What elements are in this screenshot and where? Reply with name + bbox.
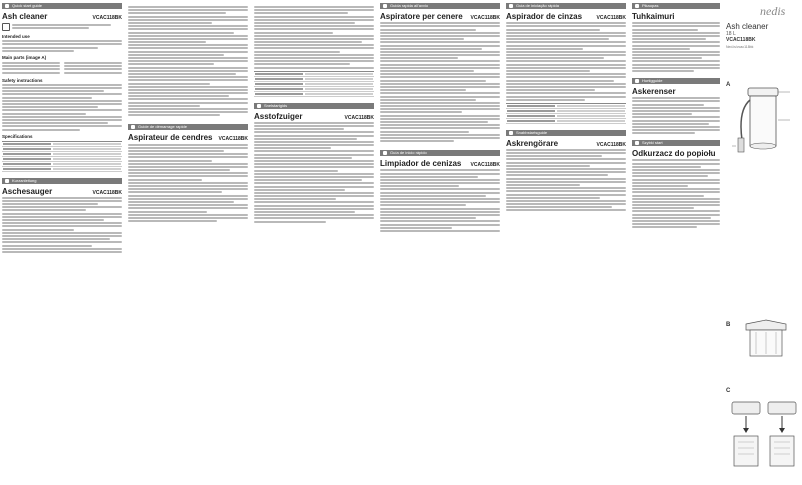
column-2 bbox=[128, 0, 248, 485]
product-capacity: 18 L bbox=[726, 31, 736, 37]
flag-icon bbox=[635, 79, 639, 83]
brand-logo: nedis bbox=[760, 4, 786, 18]
flag-icon bbox=[635, 4, 639, 8]
section-header-es: Guía de inicio rápido bbox=[380, 150, 500, 156]
section-header-fr: Guide de démarrage rapide bbox=[128, 124, 248, 130]
flag-icon bbox=[635, 141, 639, 145]
info-icon bbox=[2, 23, 10, 31]
figure-b-filter bbox=[736, 318, 796, 362]
flag-icon bbox=[509, 131, 513, 135]
product-title-sv: Askrengörare VCAC118BK bbox=[506, 138, 626, 148]
column-5 bbox=[506, 0, 626, 485]
heading-intended-use: Intended use bbox=[2, 34, 30, 39]
product-title-fi: Tuhkaimuri bbox=[632, 12, 675, 21]
product-title-en: Ash cleaner VCAC118BK bbox=[2, 12, 122, 21]
figure-label-c: C bbox=[726, 388, 731, 394]
heading-specifications: Specifications bbox=[2, 133, 33, 139]
product-header bbox=[726, 22, 800, 49]
flag-icon bbox=[131, 125, 135, 129]
figure-a-ash-cleaner bbox=[730, 80, 800, 170]
product-name: Ash cleaner bbox=[726, 22, 769, 31]
section-header-da: Hurtigguide bbox=[632, 78, 720, 84]
figure-label-a: A bbox=[726, 82, 731, 88]
section-header-fi: Pikaopas bbox=[632, 3, 720, 9]
product-title-it: Aspiratore per cenere VCAC118BK bbox=[380, 12, 500, 21]
heading-safety: Safety instructions bbox=[2, 77, 43, 83]
flag-icon bbox=[257, 104, 261, 108]
flag-icon bbox=[383, 4, 387, 8]
section-header-nl: Snelstartgids bbox=[254, 103, 374, 109]
footer-link: Ned.is/vcac118bk bbox=[726, 45, 754, 49]
product-code: VCAC118BK bbox=[726, 37, 756, 43]
product-title-de: Aschesauger VCAC118BK bbox=[2, 186, 122, 196]
flag-icon bbox=[5, 179, 9, 183]
product-title-pt: Aspirador de cinzas VCAC118BK bbox=[506, 12, 626, 21]
figure-label-b: B bbox=[726, 322, 731, 328]
column-3 bbox=[254, 0, 374, 485]
column-4 bbox=[380, 0, 500, 485]
product-title-nl: Asstofzuiger VCAC118BK bbox=[254, 111, 374, 121]
product-title-pl: Odkurzacz do popiołu bbox=[632, 149, 716, 159]
spec-table bbox=[2, 141, 122, 172]
spec-table bbox=[254, 71, 374, 97]
figure-c-cleaning bbox=[728, 396, 800, 476]
section-header-en: Quick start guide bbox=[2, 3, 122, 9]
section-header-pl: Szybki start bbox=[632, 140, 720, 146]
notice bbox=[2, 23, 122, 31]
flag-icon bbox=[509, 4, 513, 8]
section-header-de: Kurzanleitung bbox=[2, 178, 122, 184]
flag-icon bbox=[5, 4, 9, 8]
spec-table bbox=[506, 103, 626, 124]
column-1 bbox=[2, 0, 122, 485]
section-header-it: Guida rapida all'avvio bbox=[380, 3, 500, 9]
column-6 bbox=[632, 0, 720, 485]
product-title-fr: Aspirateur de cendres VCAC118BK bbox=[128, 133, 248, 143]
flag-icon bbox=[383, 151, 387, 155]
section-header-pt: Guia de iniciação rápida bbox=[506, 3, 626, 9]
product-title-es: Limpiador de cenizas VCAC118BK bbox=[380, 159, 500, 169]
section-header-sv: Snabbstartsguide bbox=[506, 130, 626, 136]
product-title-da: Askerenser bbox=[632, 87, 676, 96]
heading-main-parts: Main parts (image A) bbox=[2, 54, 47, 60]
